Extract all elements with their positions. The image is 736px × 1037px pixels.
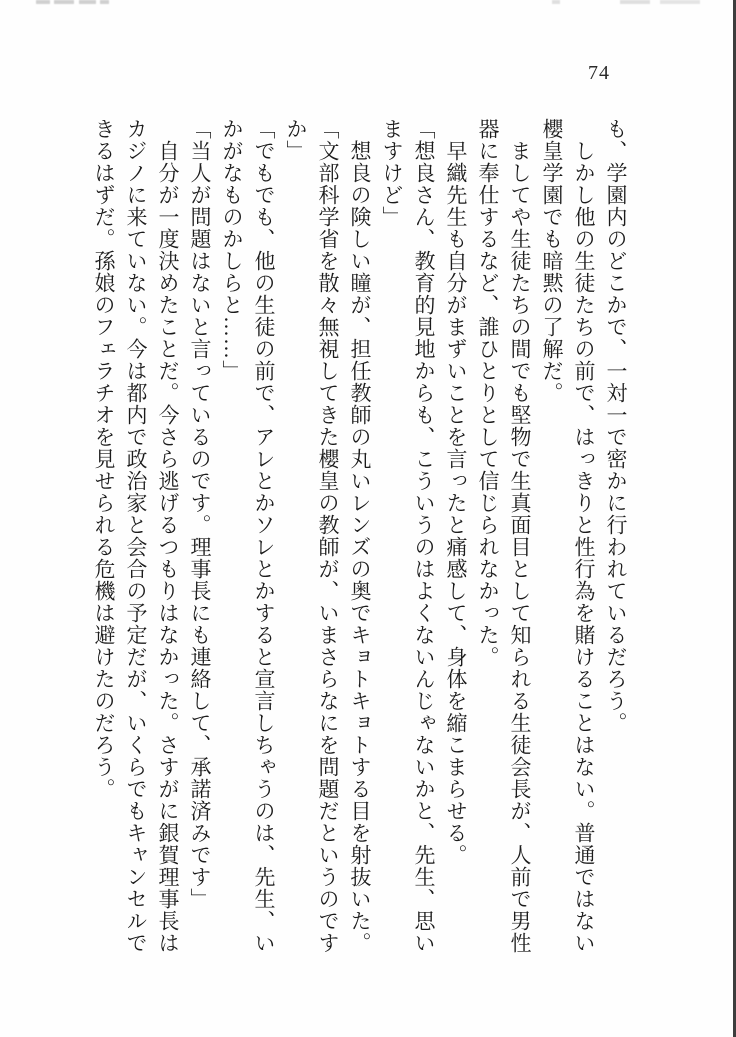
text-line: しかし他の生徒たちの前で、はっきりと性行為を賭けることはない。普通ではない xyxy=(572,118,596,954)
text-line: も、学園内のどこかで、一対一で密かに行われているだろう。 xyxy=(604,118,628,734)
text-line: カジノに来ていない。今は都内で政治家と会合の予定だが、いくらでもキャンセルで xyxy=(124,118,148,954)
text-line: 「想良さん、教育的見地からも、こういうのはよくないんじゃないかと、先生、思い xyxy=(412,118,436,954)
text-line: 自分が一度決めたことだ。今さら逃げるつもりはなかった。さすがに銀賀理事長は xyxy=(156,118,180,954)
scan-artifact xyxy=(54,0,74,4)
text-line: きるはずだ。孫娘のフェラチオを見せられる危機は避けたのだろう。 xyxy=(92,118,116,800)
text-line: ますけど」 xyxy=(380,118,404,228)
text-line: 想良の険しい瞳が、担任教師の丸いレンズの奥でキョトキョトする目を射抜いた。 xyxy=(348,118,372,954)
text-line: かがなものかしらと……」 xyxy=(220,118,244,382)
scan-artifact xyxy=(620,0,650,4)
scan-artifact xyxy=(100,0,109,4)
text-line: 櫻皇学園でも暗黙の了解だ。 xyxy=(540,118,564,404)
text-line: 器に奉仕するなど、誰ひとりとして信じられなかった。 xyxy=(476,118,500,668)
scan-artifact xyxy=(660,0,700,4)
text-line: 「文部科学省を散々無視してきた櫻皇の教師が、いまさらなにを問題だというのです xyxy=(316,118,340,954)
page-text xyxy=(88,118,632,958)
page-number: 74 xyxy=(588,62,610,84)
text-line: 「当人が問題はないと言っているのです。理事長にも連絡して、承諾済みです」 xyxy=(188,118,212,910)
text-line: ましてや生徒たちの間でも堅物で生真面目として知られる生徒会長が、人前で男性 xyxy=(508,118,532,954)
text-line: 早織先生も自分がまずいことを言ったと痛感して、身体を縮こまらせる。 xyxy=(444,118,468,866)
scan-artifact xyxy=(36,0,50,4)
text-line: か」 xyxy=(284,118,308,162)
text-line: 「でもでも、他の生徒の前で、アレとかソレとかすると宣言しちゃうのは、先生、い xyxy=(252,118,276,954)
scan-artifact xyxy=(552,0,560,4)
scan-artifact xyxy=(79,0,96,4)
